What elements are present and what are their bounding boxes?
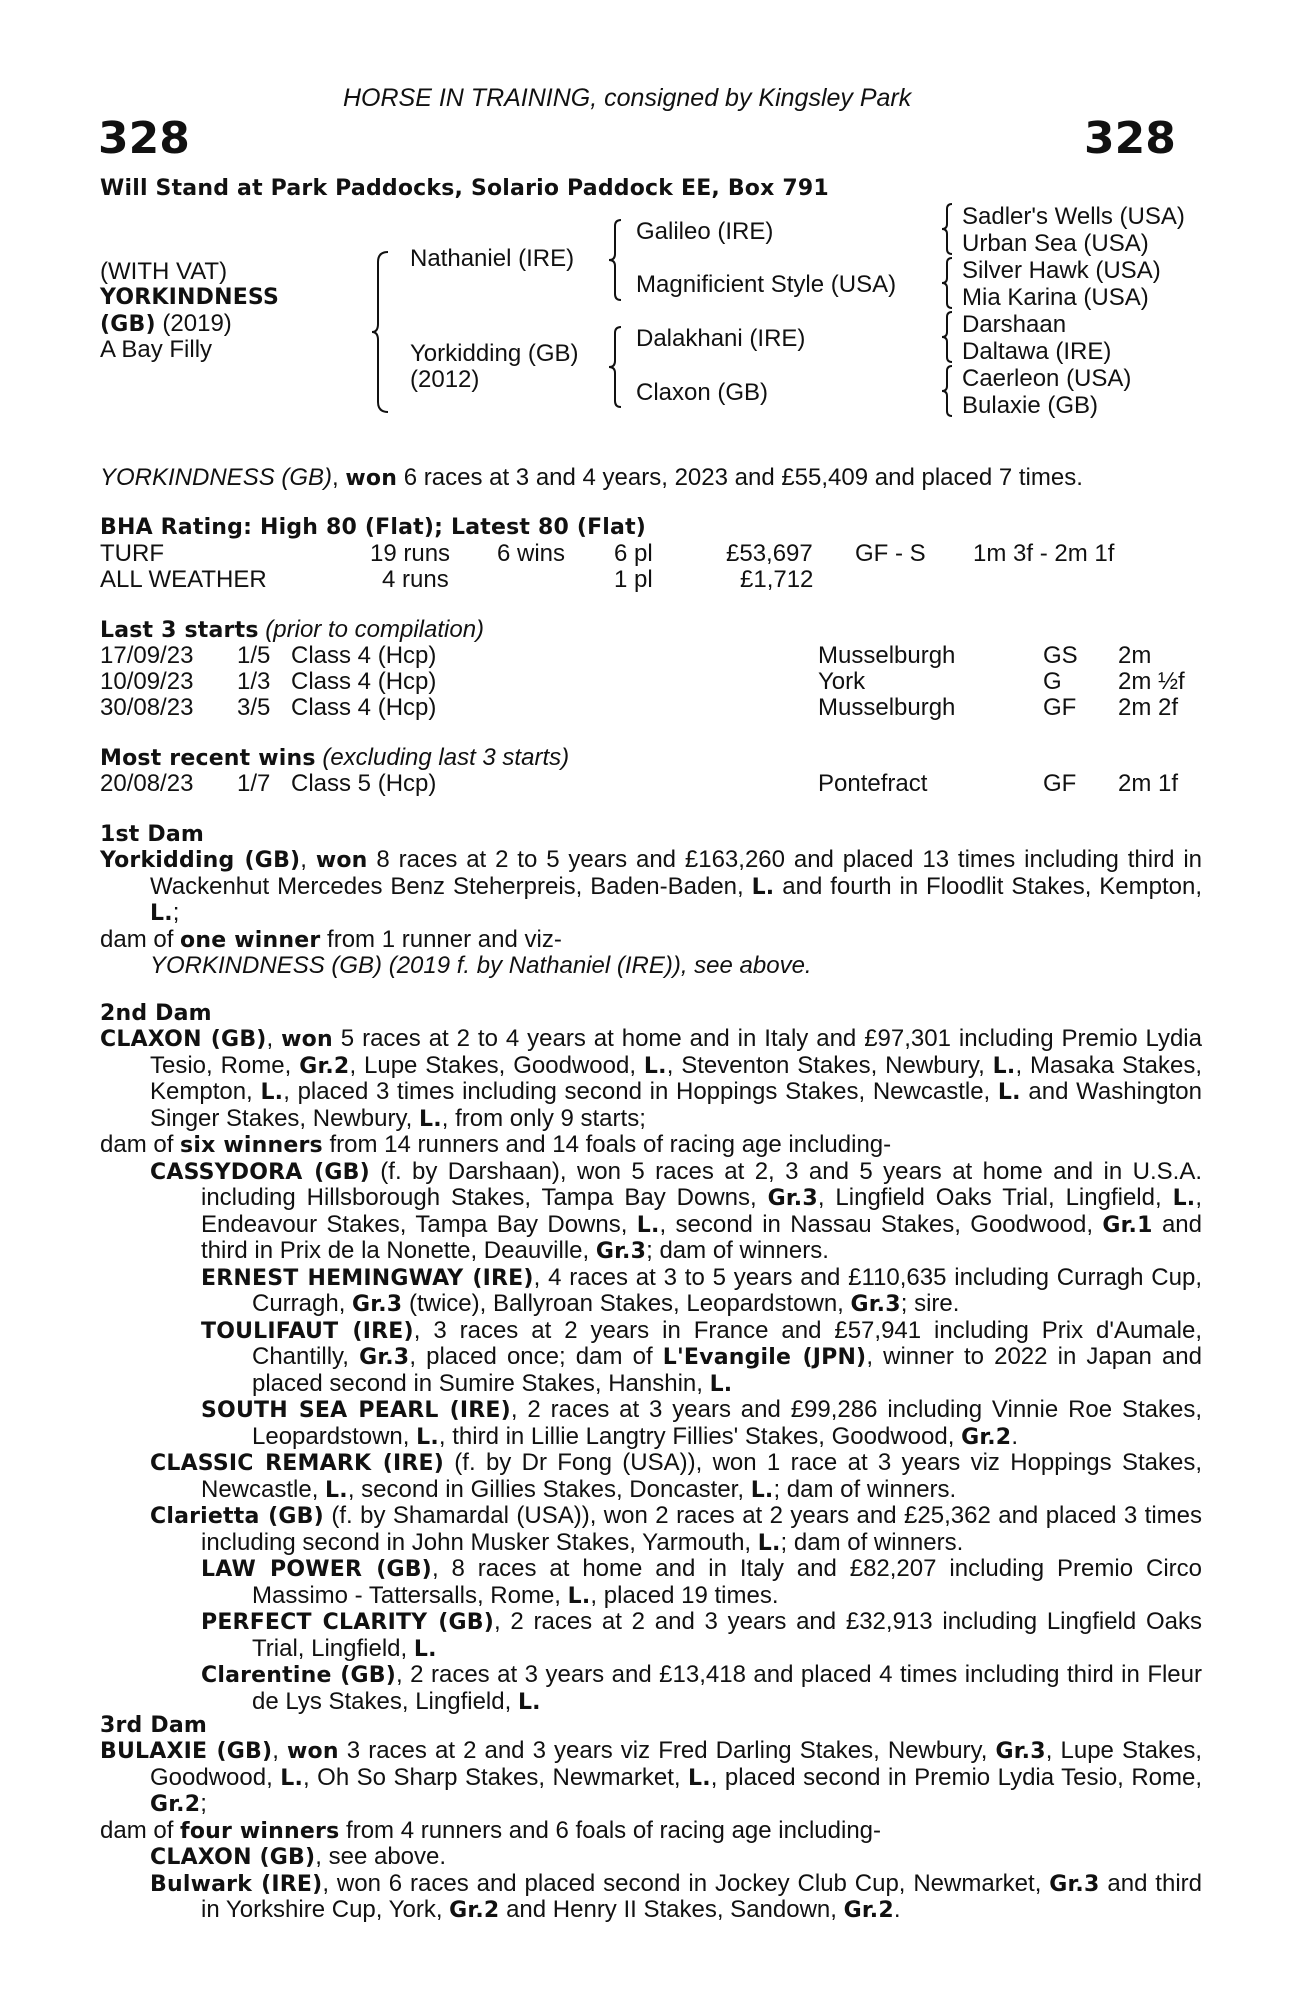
last3-row: 30/08/23 3/5 Class 4 (Hcp) Musselburgh GF 2m 2f xyxy=(100,694,1179,721)
pedigree-brace-sire xyxy=(607,218,623,302)
produce-clarentine: Clarentine (GB), 2 races at 3 years and £13,418 and placed 4 times including third in Fleur de Lys Stakes, Lingfield, L. xyxy=(201,1661,1202,1715)
dam3-dam-of: dam of four winners from 4 runners and 6 foals of racing age including- xyxy=(100,1816,881,1844)
produce-ernest-hemingway: ERNEST HEMINGWAY (IRE), 4 races at 3 to 5 years and £110,635 including Curragh Cup, Curragh, Gr.3 (twice), Ballyroan Stakes, Leopardstown, Gr.3; sire. xyxy=(201,1263,1202,1317)
stand-location: Will Stand at Park Paddocks, Solario Paddock EE, Box 791 xyxy=(100,176,829,201)
dam2-record: CLAXON (GB), won 5 races at 2 to 4 years at home and in Italy and £97,301 including Premio Lydia Tesio, Rome, Gr.2, Lupe Stakes, Goodwood, L., Steventon Stakes, Newbury, L., Masaka Stakes, Kempton, L., placed 3 times including second in Hoppings Stakes, Newcastle, L. and Washington Singer Stakes, Newbury, L., from only 9 starts; xyxy=(100,1025,1202,1132)
dam1-section xyxy=(100,847,1202,979)
bha-rating-heading: BHA Rating: High 80 (Flat); Latest 80 (Flat) xyxy=(100,515,647,540)
produce-law-power: LAW POWER (GB), 8 races at home and in Italy and £82,207 including Premio Circo Massimo - Tattersalls, Rome, L., placed 19 times. xyxy=(201,1555,1202,1609)
dam-year: (2012) xyxy=(410,366,480,393)
gen3-5: Darshaan xyxy=(962,311,1067,338)
gen3-3: Silver Hawk (USA) xyxy=(962,257,1161,284)
horse-name-suffix: (GB) (2019) xyxy=(100,310,232,337)
dam3-heading: 3rd Dam xyxy=(100,1713,207,1738)
produce-perfect-clarity: PERFECT CLARITY (GB), 2 races at 2 and 3 years and £32,913 including Lingfield Oaks Trial, Lingfield, L. xyxy=(201,1608,1203,1662)
produce-clarietta: Clarietta (GB) (f. by Shamardal (USA)), won 2 races at 2 years and £25,362 and placed 3 times including second in John Musker Stakes, Yarmouth, L.; dam of winners. xyxy=(150,1502,1202,1556)
gen3-1: Sadler's Wells (USA) xyxy=(962,203,1185,230)
consignment-line: HORSE IN TRAINING, consigned by Kingsley Park xyxy=(343,84,912,112)
race-summary: YORKINDNESS (GB), won 6 races at 3 and 4 years, 2023 and £55,409 and placed 7 times. xyxy=(100,464,1083,491)
dam3-section xyxy=(100,1738,1202,1924)
rating-row-all-weather: ALL WEATHER 4 runs 1 pl £1,712 xyxy=(100,566,814,593)
dam-sire: Dalakhani (IRE) xyxy=(636,325,806,352)
produce-south-sea-pearl: SOUTH SEA PEARL (IRE), 2 races at 3 years and £99,286 including Vinnie Roe Stakes, Leopardstown, L., third in Lillie Langtry Fillies' Stakes, Goodwood, Gr.2. xyxy=(201,1396,1202,1450)
pedigree-brace-dam xyxy=(607,325,623,409)
pedigree-brace-g3 xyxy=(940,310,954,364)
dam1-dam-of: dam of one winner from 1 runner and viz- xyxy=(100,925,562,953)
dam: Yorkidding (GB) xyxy=(410,340,579,367)
dam2-dam-of: dam of six winners from 14 runners and 14 foals of racing age including- xyxy=(100,1131,892,1158)
sire: Nathaniel (IRE) xyxy=(410,245,575,272)
last3-row: 10/09/23 1/3 Class 4 (Hcp) York G 2m ½f xyxy=(100,668,1185,695)
gen3-6: Daltawa (IRE) xyxy=(962,338,1112,365)
dam3-record: BULAXIE (GB), won 3 races at 2 and 3 years viz Fred Darling Stakes, Newbury, Gr.3, Lupe Stakes, Goodwood, L., Oh So Sharp Stakes, Newmarket, L., placed second in Premio Lydia Tesio, Rome, Gr.2; xyxy=(100,1737,1203,1817)
gen3-4: Mia Karina (USA) xyxy=(962,284,1149,311)
pedigree-brace-g1 xyxy=(940,202,954,256)
last3-row: 17/09/23 1/5 Class 4 (Hcp) Musselburgh GS 2m xyxy=(100,642,1152,669)
sire-sire: Galileo (IRE) xyxy=(636,218,774,245)
gen3-2: Urban Sea (USA) xyxy=(962,230,1149,257)
recent-wins-heading: Most recent wins (excluding last 3 starts) xyxy=(100,744,570,771)
lot-number-left: 328 xyxy=(98,113,190,164)
pedigree-brace-main xyxy=(370,250,392,414)
gen3-8: Bulaxie (GB) xyxy=(962,392,1099,419)
gen3-7: Caerleon (USA) xyxy=(962,365,1132,392)
produce-classic-remark: CLASSIC REMARK (IRE) (f. by Dr Fong (USA)), won 1 race at 3 years viz Hoppings Stakes, Newcastle, L., second in Gillies Stakes, Doncaster, L.; dam of winners. xyxy=(150,1449,1202,1503)
dam2-heading: 2nd Dam xyxy=(100,1001,212,1026)
recent-wins-row: 20/08/23 1/7 Class 5 (Hcp) Pontefract GF 2m 1f xyxy=(100,770,1179,797)
dam1-heading: 1st Dam xyxy=(100,822,205,847)
dam-dam: Claxon (GB) xyxy=(636,379,769,406)
dam1-record: Yorkidding (GB), won 8 races at 2 to 5 years and £163,260 and placed 13 times including third in Wackenhut Mercedes Benz Steherpreis, Baden-Baden, L. and fourth in Floodlit Stakes, Kempton, L.; xyxy=(100,846,1202,926)
dam2-section xyxy=(100,1026,1202,1715)
sire-dam: Magnificient Style (USA) xyxy=(636,271,897,298)
dam1-produce: YORKINDNESS (GB) (2019 f. by Nathaniel (IRE)), see above. xyxy=(150,952,812,979)
produce-cassydora: CASSYDORA (GB) (f. by Darshaan), won 5 races at 2, 3 and 5 years at home and in U.S.A. including Hillsborough Stakes, Tampa Bay Downs, Gr.3, Lingfield Oaks Trial, Lingfield, L., Endeavour Stakes, Tampa Bay Downs, L., second in Nassau Stakes, Goodwood, Gr.1 and third in Prix de la Nonette, Deauville, Gr.3; dam of winners. xyxy=(150,1157,1203,1264)
vat-status: (WITH VAT) xyxy=(100,258,228,285)
produce-bulwark: Bulwark (IRE), won 6 races and placed second in Jockey Club Cup, Newmarket, Gr.3 and third in Yorkshire Cup, York, Gr.2 and Henry II Stakes, Sandown, Gr.2. xyxy=(150,1869,1202,1923)
lot-number-right: 328 xyxy=(1084,113,1176,164)
produce-toulifaut: TOULIFAUT (IRE), 3 races at 2 years in France and £57,941 including Prix d'Aumale, Chantilly, Gr.3, placed once; dam of L'Evangile (JPN), winner to 2022 in Japan and placed second in Sumire Stakes, Hanshin, L. xyxy=(201,1316,1202,1397)
horse-name: YORKINDNESS xyxy=(100,285,280,310)
horse-description: A Bay Filly xyxy=(100,336,213,363)
last3-heading: Last 3 starts (prior to compilation) xyxy=(100,616,485,643)
rating-row-turf: TURF 19 runs 6 wins 6 pl £53,697 GF - S 1m 3f - 2m 1f xyxy=(100,540,1115,567)
pedigree-brace-g4 xyxy=(940,364,954,418)
pedigree-brace-g2 xyxy=(940,256,954,310)
produce-claxon: CLAXON (GB), see above. xyxy=(150,1843,447,1870)
